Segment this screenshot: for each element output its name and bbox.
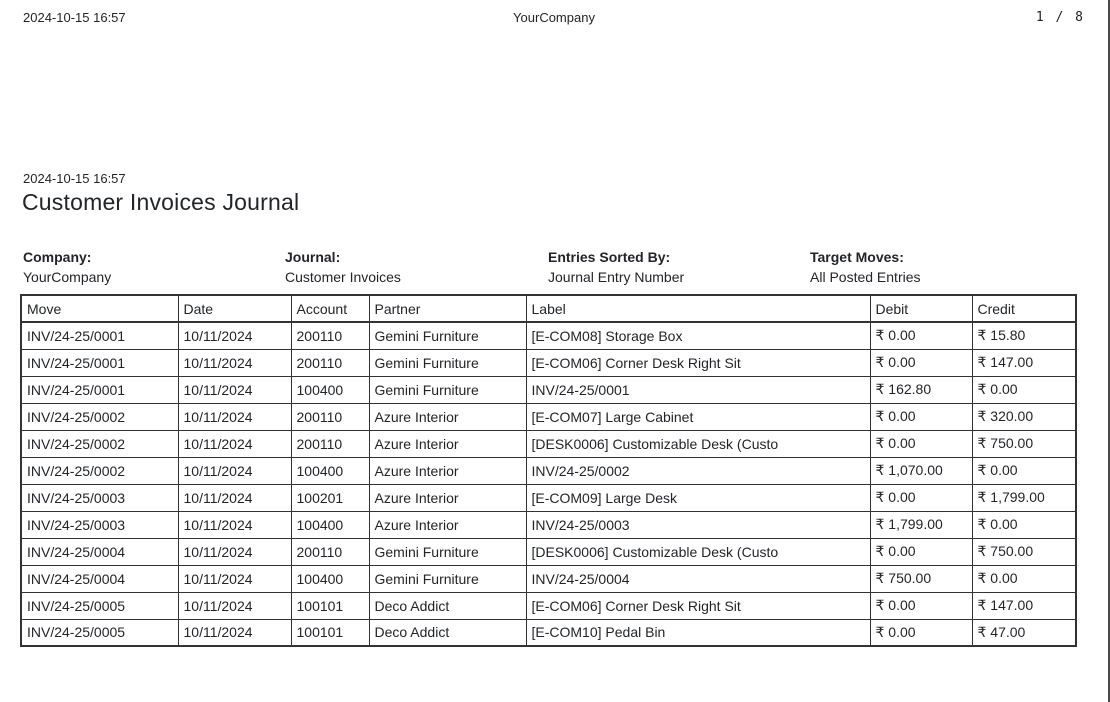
meta-sorted-by-value: Journal Entry Number: [548, 269, 685, 285]
table-cell: 10/11/2024: [178, 565, 291, 592]
table-cell: Gemini Furniture: [369, 322, 526, 349]
header-company-name: YourCompany: [513, 10, 595, 25]
table-row: [21, 538, 1076, 565]
table-cell: INV/24-25/0004: [526, 565, 870, 592]
table-cell: 200110: [291, 349, 369, 376]
table-cell: [DESK0006] Customizable Desk (Custo: [526, 538, 870, 565]
table-cell: [DESK0006] Customizable Desk (Custo: [526, 430, 870, 457]
table-cell: Azure Interior: [369, 457, 526, 484]
table-cell: ₹ 0.00: [870, 592, 972, 619]
page-number-indicator: 1 / 8: [1035, 10, 1085, 25]
meta-sorted-by-label: Entries Sorted By:: [548, 249, 671, 265]
meta-target-moves-label: Target Moves:: [810, 249, 904, 265]
table-cell: ₹ 750.00: [870, 565, 972, 592]
table-cell: ₹ 0.00: [972, 511, 1076, 538]
table-row: [21, 457, 1076, 484]
column-header: Account: [291, 295, 369, 322]
column-header: Partner: [369, 295, 526, 322]
table-cell: INV/24-25/0002: [21, 430, 178, 457]
table-cell: ₹ 0.00: [870, 430, 972, 457]
table-cell: ₹ 0.00: [972, 376, 1076, 403]
table-cell: ₹ 147.00: [972, 592, 1076, 619]
table-cell: ₹ 0.00: [870, 322, 972, 349]
table-cell: ₹ 1,799.00: [972, 484, 1076, 511]
table-cell: ₹ 15.80: [972, 322, 1076, 349]
table-cell: INV/24-25/0001: [21, 322, 178, 349]
table-cell: ₹ 0.00: [870, 619, 972, 646]
meta-journal-value: Customer Invoices: [285, 269, 401, 285]
table-cell: ₹ 47.00: [972, 619, 1076, 646]
table-cell: INV/24-25/0003: [21, 511, 178, 538]
table-row: [21, 430, 1076, 457]
table-cell: ₹ 0.00: [870, 403, 972, 430]
table-header-row: [21, 295, 1076, 322]
table-cell: 10/11/2024: [178, 322, 291, 349]
header-datetime: 2024-10-15 16:57: [23, 10, 126, 25]
table-row: [21, 403, 1076, 430]
table-cell: Deco Addict: [369, 619, 526, 646]
table-cell: ₹ 0.00: [972, 565, 1076, 592]
table-cell: ₹ 0.00: [870, 349, 972, 376]
meta-target-moves-value: All Posted Entries: [810, 269, 921, 285]
column-header: Move: [21, 295, 178, 322]
table-cell: 10/11/2024: [178, 403, 291, 430]
table-cell: ₹ 1,799.00: [870, 511, 972, 538]
table-row: [21, 592, 1076, 619]
table-row: [21, 511, 1076, 538]
meta-company: [23, 247, 285, 287]
table-cell: ₹ 0.00: [870, 538, 972, 565]
table-cell: Deco Addict: [369, 592, 526, 619]
table-cell: 200110: [291, 322, 369, 349]
meta-journal-label: Journal:: [285, 249, 341, 265]
page-running-header: [0, 0, 1108, 25]
table-cell: INV/24-25/0003: [526, 511, 870, 538]
table-cell: [E-COM10] Pedal Bin: [526, 619, 870, 646]
table-cell: 10/11/2024: [178, 430, 291, 457]
table-cell: INV/24-25/0004: [21, 565, 178, 592]
table-cell: 100400: [291, 565, 369, 592]
table-row: [21, 619, 1076, 646]
table-cell: INV/24-25/0001: [21, 349, 178, 376]
table-cell: INV/24-25/0001: [21, 376, 178, 403]
table-cell: INV/24-25/0002: [21, 403, 178, 430]
table-cell: [E-COM06] Corner Desk Right Sit: [526, 349, 870, 376]
column-header: Label: [526, 295, 870, 322]
table-cell: 10/11/2024: [178, 592, 291, 619]
table-cell: ₹ 1,070.00: [870, 457, 972, 484]
meta-company-value: YourCompany: [23, 269, 112, 285]
table-cell: 100101: [291, 592, 369, 619]
column-header: Credit: [972, 295, 1076, 322]
column-header: Debit: [870, 295, 972, 322]
table-row: [21, 322, 1076, 349]
table-cell: [E-COM06] Corner Desk Right Sit: [526, 592, 870, 619]
meta-sorted-by: [548, 247, 810, 287]
table-cell: [E-COM07] Large Cabinet: [526, 403, 870, 430]
table-cell: INV/24-25/0003: [21, 484, 178, 511]
report-meta: [23, 247, 1108, 287]
table-cell: 10/11/2024: [178, 457, 291, 484]
table-cell: 200110: [291, 403, 369, 430]
table-cell: 100201: [291, 484, 369, 511]
meta-company-label: Company:: [23, 249, 92, 265]
report-datetime: 2024-10-15 16:57: [23, 171, 126, 186]
table-cell: 100400: [291, 376, 369, 403]
table-cell: 100101: [291, 619, 369, 646]
table-cell: ₹ 0.00: [972, 457, 1076, 484]
table-cell: ₹ 750.00: [972, 430, 1076, 457]
table-cell: Gemini Furniture: [369, 349, 526, 376]
table-row: [21, 349, 1076, 376]
table-cell: INV/24-25/0002: [21, 457, 178, 484]
table-body: [21, 322, 1076, 646]
table-cell: ₹ 320.00: [972, 403, 1076, 430]
meta-journal: [285, 247, 548, 287]
table-cell: 10/11/2024: [178, 511, 291, 538]
table-row: [21, 484, 1076, 511]
table-cell: INV/24-25/0005: [21, 592, 178, 619]
table-cell: Azure Interior: [369, 511, 526, 538]
table-cell: Azure Interior: [369, 430, 526, 457]
table-cell: ₹ 750.00: [972, 538, 1076, 565]
column-header: Date: [178, 295, 291, 322]
table-cell: Azure Interior: [369, 403, 526, 430]
journal-entries-table: [20, 294, 1077, 647]
table-row: [21, 376, 1076, 403]
table-cell: 10/11/2024: [178, 619, 291, 646]
table-cell: INV/24-25/0002: [526, 457, 870, 484]
table-cell: 10/11/2024: [178, 349, 291, 376]
table-cell: 100400: [291, 511, 369, 538]
table-cell: ₹ 147.00: [972, 349, 1076, 376]
table-cell: INV/24-25/0005: [21, 619, 178, 646]
table-cell: [E-COM09] Large Desk: [526, 484, 870, 511]
table-cell: Gemini Furniture: [369, 538, 526, 565]
table-cell: Gemini Furniture: [369, 376, 526, 403]
table-row: [21, 565, 1076, 592]
table-cell: 100400: [291, 457, 369, 484]
table-cell: 200110: [291, 430, 369, 457]
table-cell: 10/11/2024: [178, 376, 291, 403]
table-cell: INV/24-25/0001: [526, 376, 870, 403]
report-title: Customer Invoices Journal: [22, 189, 300, 215]
table-cell: Gemini Furniture: [369, 565, 526, 592]
table-cell: [E-COM08] Storage Box: [526, 322, 870, 349]
table-cell: 10/11/2024: [178, 484, 291, 511]
table-cell: ₹ 0.00: [870, 484, 972, 511]
table-cell: 200110: [291, 538, 369, 565]
table-cell: INV/24-25/0004: [21, 538, 178, 565]
table-cell: ₹ 162.80: [870, 376, 972, 403]
meta-target-moves: [810, 247, 1108, 287]
table-cell: 10/11/2024: [178, 538, 291, 565]
table-cell: Azure Interior: [369, 484, 526, 511]
